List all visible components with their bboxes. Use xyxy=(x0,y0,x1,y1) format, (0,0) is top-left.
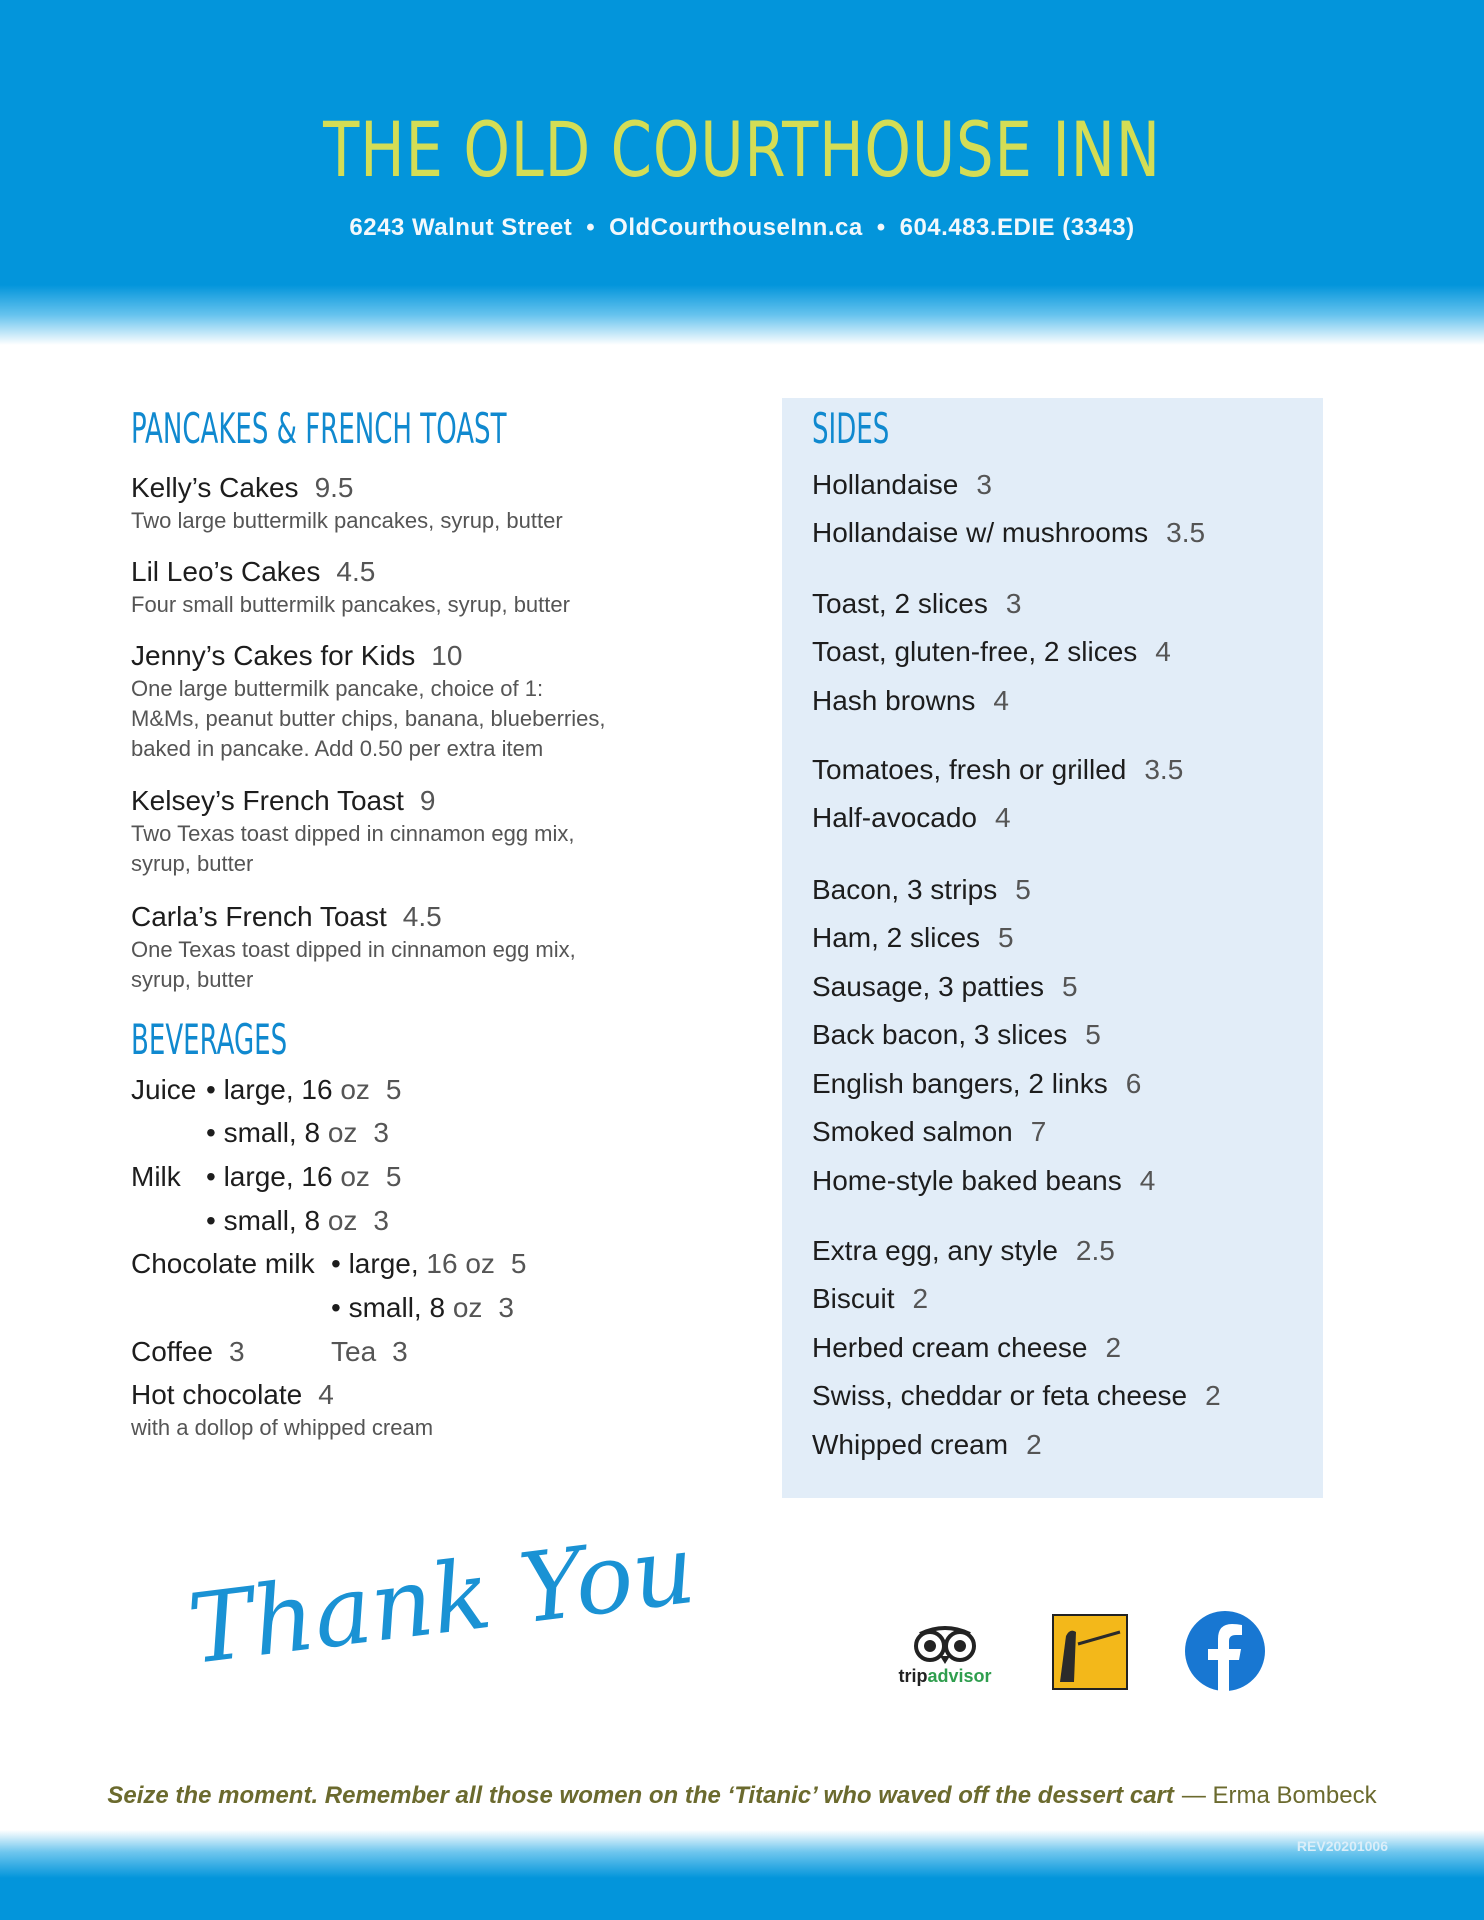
side-item: Hollandaise 3 xyxy=(812,469,992,500)
tripadvisor-wordmark: tripadvisor xyxy=(898,1666,992,1686)
menu-item: Kelly’s Cakes 9.5 xyxy=(131,472,354,503)
menu-item: Kelsey’s French Toast 9 xyxy=(131,785,436,816)
contact-line xyxy=(0,212,1484,244)
beverage-size: • small, 8 oz 3 xyxy=(206,1205,389,1236)
side-item: Bacon, 3 strips 5 xyxy=(812,874,1031,905)
beverage-size: • small, 8 oz 3 xyxy=(206,1117,389,1148)
interac-icon[interactable] xyxy=(1052,1614,1128,1690)
side-item: English bangers, 2 links 6 xyxy=(812,1068,1142,1099)
item-description: with a dollop of whipped cream xyxy=(131,1415,434,1440)
side-item: Hollandaise w/ mushrooms 3.5 xyxy=(812,517,1206,548)
menu-item: Lil Leo’s Cakes 4.5 xyxy=(131,556,376,587)
side-item: Half-avocado 4 xyxy=(812,802,1011,833)
phone-link[interactable]: 604.483.EDIE (3343) xyxy=(899,214,1135,241)
item-description: One Texas toast dipped in cinnamon egg mix, xyxy=(131,937,576,962)
side-item: Toast, 2 slices 3 xyxy=(812,588,1022,619)
side-item: Extra egg, any style 2.5 xyxy=(812,1235,1115,1266)
beverage-name: Hot chocolate 4 xyxy=(131,1379,334,1410)
beverage-size: • small, 8 oz 3 xyxy=(331,1292,514,1323)
website-link[interactable]: OldCourthouseInn.ca xyxy=(609,214,863,241)
side-item: Back bacon, 3 slices 5 xyxy=(812,1019,1101,1050)
beverage-size: • large, 16 oz 5 xyxy=(206,1161,402,1192)
separator: • xyxy=(586,214,596,241)
item-description: Four small buttermilk pancakes, syrup, butter xyxy=(131,592,570,617)
separator: • xyxy=(876,214,886,241)
tripadvisor-icon[interactable] xyxy=(890,1620,1000,1690)
beverage-name: Coffee 3 xyxy=(131,1336,245,1367)
section-title-sides: SIDES xyxy=(812,404,890,453)
side-item: Sausage, 3 patties 5 xyxy=(812,971,1078,1002)
item-description: Two Texas toast dipped in cinnamon egg mix, xyxy=(131,821,575,846)
side-item: Toast, gluten-free, 2 slices 4 xyxy=(812,636,1171,667)
thank-you-script: Thank You xyxy=(182,1512,701,1686)
section-title-beverages: BEVERAGES xyxy=(131,1015,288,1064)
quote: Seize the moment. Remember all those women on the ‘Titanic’ who waved off the dessert cart — Erma Bombeck xyxy=(107,1782,1377,1809)
item-description: syrup, butter xyxy=(131,967,254,992)
side-item: Herbed cream cheese 2 xyxy=(812,1332,1122,1363)
item-description: baked in pancake. Add 0.50 per extra item xyxy=(131,736,544,761)
item-description: One large buttermilk pancake, choice of 1: xyxy=(131,676,544,701)
item-description: Two large buttermilk pancakes, syrup, butter xyxy=(131,508,563,533)
side-item: Hash browns 4 xyxy=(812,685,1009,716)
section-title-pancakes: PANCAKES & FRENCH TOAST xyxy=(131,404,507,453)
beverage-name: Chocolate milk xyxy=(131,1248,315,1279)
side-item: Home-style baked beans 4 xyxy=(812,1165,1156,1196)
inn-title: THE OLD COURTHOUSE INN xyxy=(323,105,1161,194)
side-item: Whipped cream 2 xyxy=(812,1429,1042,1460)
beverage-size: • large, 16 oz 5 xyxy=(331,1248,527,1279)
revision-code: REV20201006 xyxy=(1296,1838,1388,1854)
beverage-name: Milk xyxy=(131,1161,181,1192)
side-item: Smoked salmon 7 xyxy=(812,1116,1047,1147)
address: 6243 Walnut Street xyxy=(349,214,573,241)
side-item: Ham, 2 slices 5 xyxy=(812,922,1014,953)
side-item: Biscuit 2 xyxy=(812,1283,929,1314)
facebook-icon[interactable] xyxy=(1184,1610,1266,1692)
item-description: M&Ms, peanut butter chips, banana, blueberries, xyxy=(131,706,606,731)
menu-item: Jenny’s Cakes for Kids 10 xyxy=(131,640,463,671)
menu-item: Carla’s French Toast 4.5 xyxy=(131,901,442,932)
beverage-name: Tea 3 xyxy=(331,1336,408,1367)
side-item: Swiss, cheddar or feta cheese 2 xyxy=(812,1380,1221,1411)
footer-banner xyxy=(0,1830,1484,1920)
side-item: Tomatoes, fresh or grilled 3.5 xyxy=(812,754,1184,785)
beverage-size: • large, 16 oz 5 xyxy=(206,1074,402,1105)
beverage-name: Juice xyxy=(131,1074,197,1105)
item-description: syrup, butter xyxy=(131,851,254,876)
